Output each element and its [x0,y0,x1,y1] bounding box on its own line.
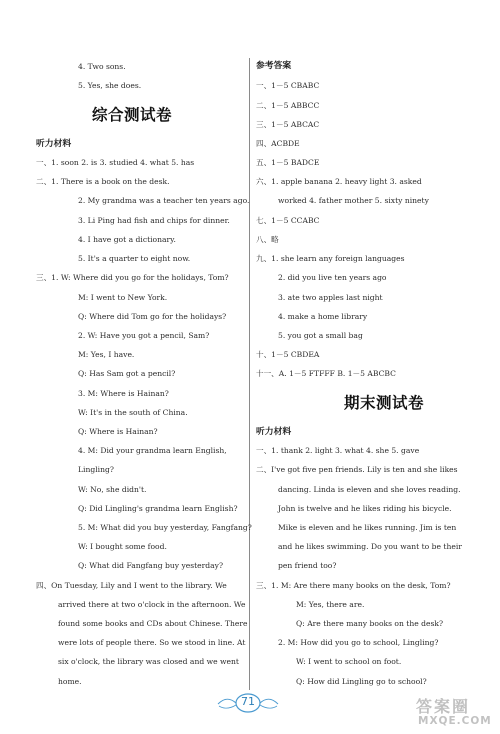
left-line: 2. W: Have you got a pencil, Sam? [78,331,210,340]
left-line: Q: What did Fangfang buy yesterday? [78,561,224,570]
left-line: 5. M: What did you buy yesterday, Fangfang? [78,523,252,532]
answer-line: 二、1－5 ABBCC [256,101,320,110]
answer-line: 5. you got a small bag [278,331,363,340]
answer-line: 一、1－5 CBABC [256,81,320,90]
left-line: M: I went to New York. [78,293,168,302]
section-title-final: 期末测试卷 [344,393,425,412]
right-line: W: I went to school on foot. [296,657,402,666]
right-line: 2. M: How did you go to school, Lingling? [278,638,439,647]
left-top-line-1: 4. Two sons. [78,62,126,71]
answers-label: 参考答案 [256,61,292,71]
page-number-badge [216,692,280,714]
listening-label-right: 听力材料 [256,427,292,437]
right-line: dancing. Linda is eleven and she loves reading. [278,485,461,494]
left-line: Q: Where is Hainan? [78,427,158,436]
listening-label-left: 听力材料 [36,139,72,149]
left-line: six o'clock, the library was closed and we went [58,657,239,666]
answer-line: 七、1－5 CCABC [256,216,320,225]
left-line: 一、1. soon 2. is 3. studied 4. what 5. has [36,158,195,167]
right-line: M: Yes, there are. [296,600,365,609]
right-line: and he likes swimming. Do you want to be their [278,542,462,551]
answer-line: 2. did you live ten years ago [278,273,387,282]
left-line: Q: Did Lingling's grandma learn English? [78,504,238,513]
answer-line: 4. make a home library [278,312,368,321]
left-line: 三、1. W: Where did you go for the holidays, Tom? [36,273,229,282]
left-line: 3. Li Ping had fish and chips for dinner. [78,216,230,225]
answer-line: 四、ACBDE [256,139,300,148]
right-line: pen friend too? [278,561,337,570]
left-line: 3. M: Where is Hainan? [78,389,169,398]
right-line: 三、1. M: Are there many books on the desk, Tom? [256,581,451,590]
right-line: 二、I've got five pen friends. Lily is ten and she likes [256,465,458,474]
right-line: Q: How did Lingling go to school? [296,677,427,686]
left-line: Q: Where did Tom go for the holidays? [78,312,227,321]
watermark-bottom-text: MXQE.COM [418,715,492,727]
right-line: John is twelve and he likes riding his bicycle. [278,504,452,513]
answer-line: 三、1－5 ABCAC [256,120,320,129]
left-line: 5. It's a quarter to eight now. [78,254,191,263]
answer-line: 十、1－5 CBDEA [256,350,320,359]
left-top-line-2: 5. Yes, she does. [78,81,142,90]
left-line: Lingling? [78,465,114,474]
watermark-top-text: 答案圈 [416,697,471,716]
left-line: found some books and CDs about Chinese. There [58,619,248,628]
left-line: 4. M: Did your grandma learn English, [78,446,227,455]
left-line: 二、1. There is a book on the desk. [36,177,170,186]
answer-line: 五、1－5 BADCE [256,158,320,167]
left-line: M: Yes, I have. [78,350,135,359]
left-line: arrived there at two o'clock in the afternoon. We [58,600,246,609]
left-line: W: It's in the south of China. [78,408,188,417]
left-line: W: No, she didn't. [78,485,147,494]
answer-line: 九、1. she learn any foreign languages [256,254,405,263]
left-line: 4. I have got a dictionary. [78,235,176,244]
answer-line: worked 4. father mother 5. sixty ninety [278,196,429,205]
left-line: home. [58,677,82,686]
answer-line: 八、略 [256,235,279,244]
left-line: were lots of people there. So we stood in line. At [58,638,246,647]
right-line: 一、1. thank 2. light 3. what 4. she 5. gave [256,446,420,455]
answer-line: 3. ate two apples last night [278,293,383,302]
left-line: Q: Has Sam got a pencil? [78,369,176,378]
section-title-comprehensive: 综合测试卷 [92,105,173,124]
page-number: 71 [241,695,255,708]
left-line: W: I bought some food. [78,542,167,551]
left-line: 2. My grandma was a teacher ten years ago. [78,196,250,205]
right-line: Mike is eleven and he likes running. Jim is ten [278,523,457,532]
answer-line: 六、1. apple banana 2. heavy light 3. asked [256,177,422,186]
watermark-logo [412,694,498,730]
left-line: 四、On Tuesday, Lily and I went to the library. We [36,581,227,590]
column-divider [249,58,250,690]
right-line: Q: Are there many books on the desk? [296,619,444,628]
answer-line: 十一、A. 1－5 FTFFF B. 1－5 ABCBC [256,369,396,378]
